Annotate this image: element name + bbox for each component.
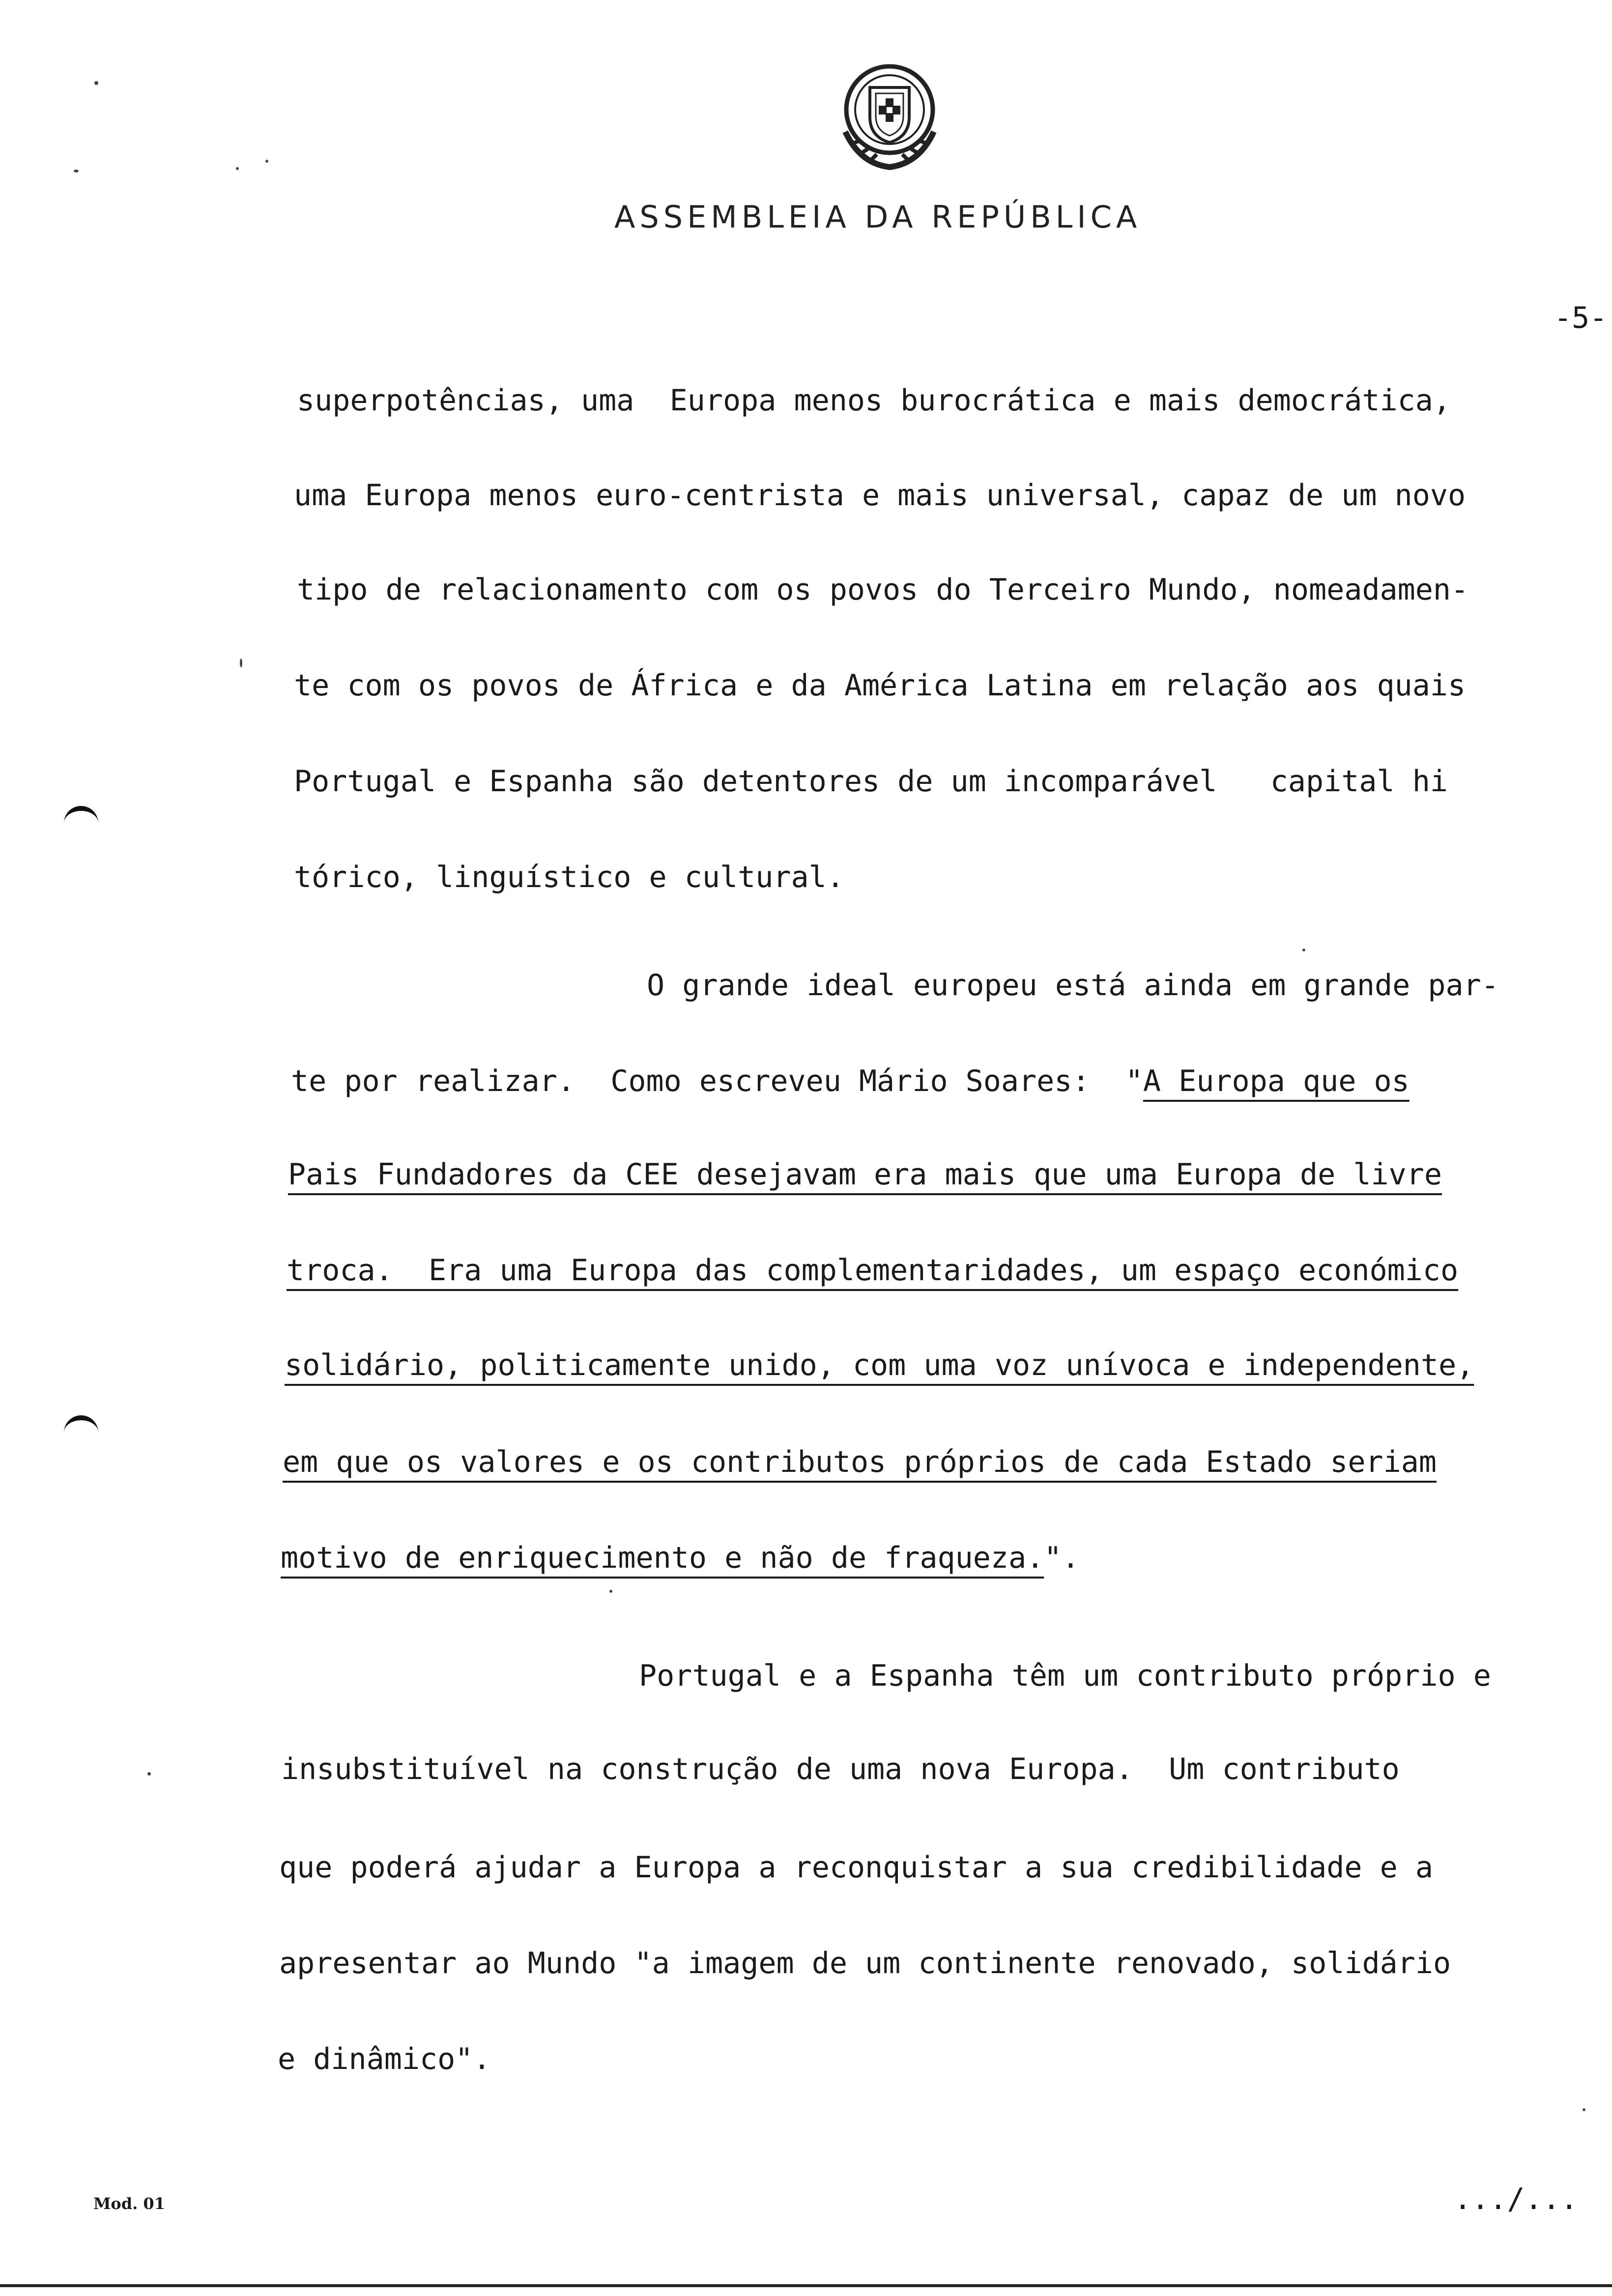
- quote-line-1: Pais Fundadores da CEE desejavam era mais que uma Europa de livre: [288, 1157, 1442, 1192]
- body-line-14: Portugal e a Espanha têm um contributo próprio e: [639, 1659, 1491, 1693]
- continuation-marker: .../...: [1454, 2182, 1578, 2216]
- body-line-1: superpotências, uma Europa menos burocrática e mais democrática,: [297, 383, 1451, 418]
- quote-close: ".: [1044, 1541, 1080, 1575]
- body-line-2: uma Europa menos euro-centrista e mais universal, capaz de um novo: [294, 478, 1466, 513]
- scan-speck: [240, 659, 242, 667]
- punch-hole-mark-top: [64, 806, 98, 831]
- body-line-7: O grande ideal europeu está ainda em grande par-: [647, 968, 1499, 1003]
- quote-line-2: troca. Era uma Europa das complementaridades, um espaço económico: [287, 1253, 1459, 1288]
- quote-line-4: em que os valores e os contributos próprios de cada Estado seriam: [283, 1445, 1437, 1479]
- scan-speck: [609, 1590, 612, 1593]
- quote-line-3: solidário, politicamente unido, com uma voz unívoca e independente,: [285, 1348, 1474, 1382]
- quote-end: motivo de enriquecimento e não de fraqueza.: [281, 1541, 1044, 1575]
- quote-line-5: [281, 1543, 1080, 1573]
- scan-speck: [265, 160, 268, 163]
- body-line-18: e dinâmico".: [278, 2042, 491, 2076]
- scan-speck: [94, 81, 98, 85]
- header-title: ASSEMBLEIA DA REPÚBLICA: [614, 199, 1142, 235]
- scan-speck: [236, 167, 239, 170]
- form-code: Mod. 01: [93, 2194, 165, 2213]
- body-line-4: te com os povos de África e da América Latina em relação aos quais: [294, 668, 1466, 703]
- body-line-8-text: te por realizar. Como escreveu Mário Soares: ": [291, 1064, 1143, 1098]
- scan-speck: [74, 170, 79, 172]
- body-line-16: que poderá ajudar a Europa a reconquistar a sua credibilidade e a: [279, 1850, 1433, 1885]
- body-line-17: apresentar ao Mundo "a imagem de um continente renovado, solidário: [279, 1946, 1451, 1980]
- body-line-3: tipo de relacionamento com os povos do Terceiro Mundo, nomeadamen-: [297, 573, 1469, 607]
- body-line-5: Portugal e Espanha são detentores de um incomparável capital hi: [294, 764, 1448, 799]
- scan-speck: [147, 1772, 151, 1776]
- scan-speck: [1302, 948, 1305, 951]
- quote-start: A Europa que os: [1143, 1064, 1410, 1098]
- body-line-8: [291, 1066, 1410, 1096]
- punch-hole-mark-bottom: [64, 1415, 98, 1440]
- body-line-15: insubstituível na construção de uma nova Europa. Um contributo: [281, 1752, 1400, 1786]
- body-line-6: tórico, linguístico e cultural.: [294, 860, 844, 894]
- coat-of-arms-emblem: [831, 58, 949, 176]
- page-number: -5-: [1554, 301, 1608, 335]
- bottom-rule: [0, 2284, 1612, 2287]
- scan-speck: [1583, 2108, 1585, 2111]
